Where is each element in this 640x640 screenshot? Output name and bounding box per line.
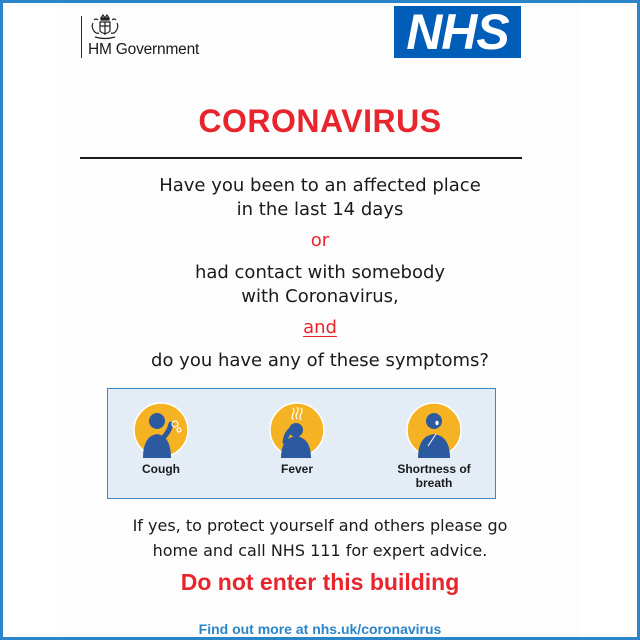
- do-not-enter-warning: Do not enter this building: [180, 569, 460, 595]
- advice-line-2: home and call NHS 111 for expert advice.: [152, 541, 488, 560]
- royal-crest-icon: [89, 14, 121, 40]
- or-text: or: [310, 230, 330, 251]
- shortness-of-breath-icon: [406, 402, 462, 458]
- question-line-5: do you have any of these symptoms?: [151, 350, 489, 371]
- symptoms-panel: [107, 388, 496, 499]
- advice-line-1: If yes, to protect yourself and others please go: [132, 516, 508, 535]
- fever-icon: [269, 402, 325, 458]
- question-line-3: had contact with somebody: [194, 262, 446, 283]
- title-divider: [80, 157, 522, 159]
- cough-icon: [133, 402, 189, 458]
- symptom-label: Cough: [142, 462, 180, 476]
- more-info-link[interactable]: Find out more at nhs.uk/coronavirus: [198, 621, 442, 637]
- logo-divider: [81, 16, 82, 58]
- and-text: and: [303, 317, 337, 338]
- government-name: HM Government: [88, 41, 200, 58]
- question-line-1: Have you been to an affected place: [159, 175, 481, 196]
- hm-government-logo: [81, 14, 221, 58]
- symptom-label: Fever: [280, 462, 314, 476]
- question-line-2: in the last 14 days: [236, 199, 404, 220]
- symptom-label: Shortness of breath: [397, 462, 471, 490]
- poster-title: CORONAVIRUS: [198, 103, 442, 139]
- question-line-4: with Coronavirus,: [241, 286, 399, 307]
- nhs-logo: NHS: [394, 6, 521, 58]
